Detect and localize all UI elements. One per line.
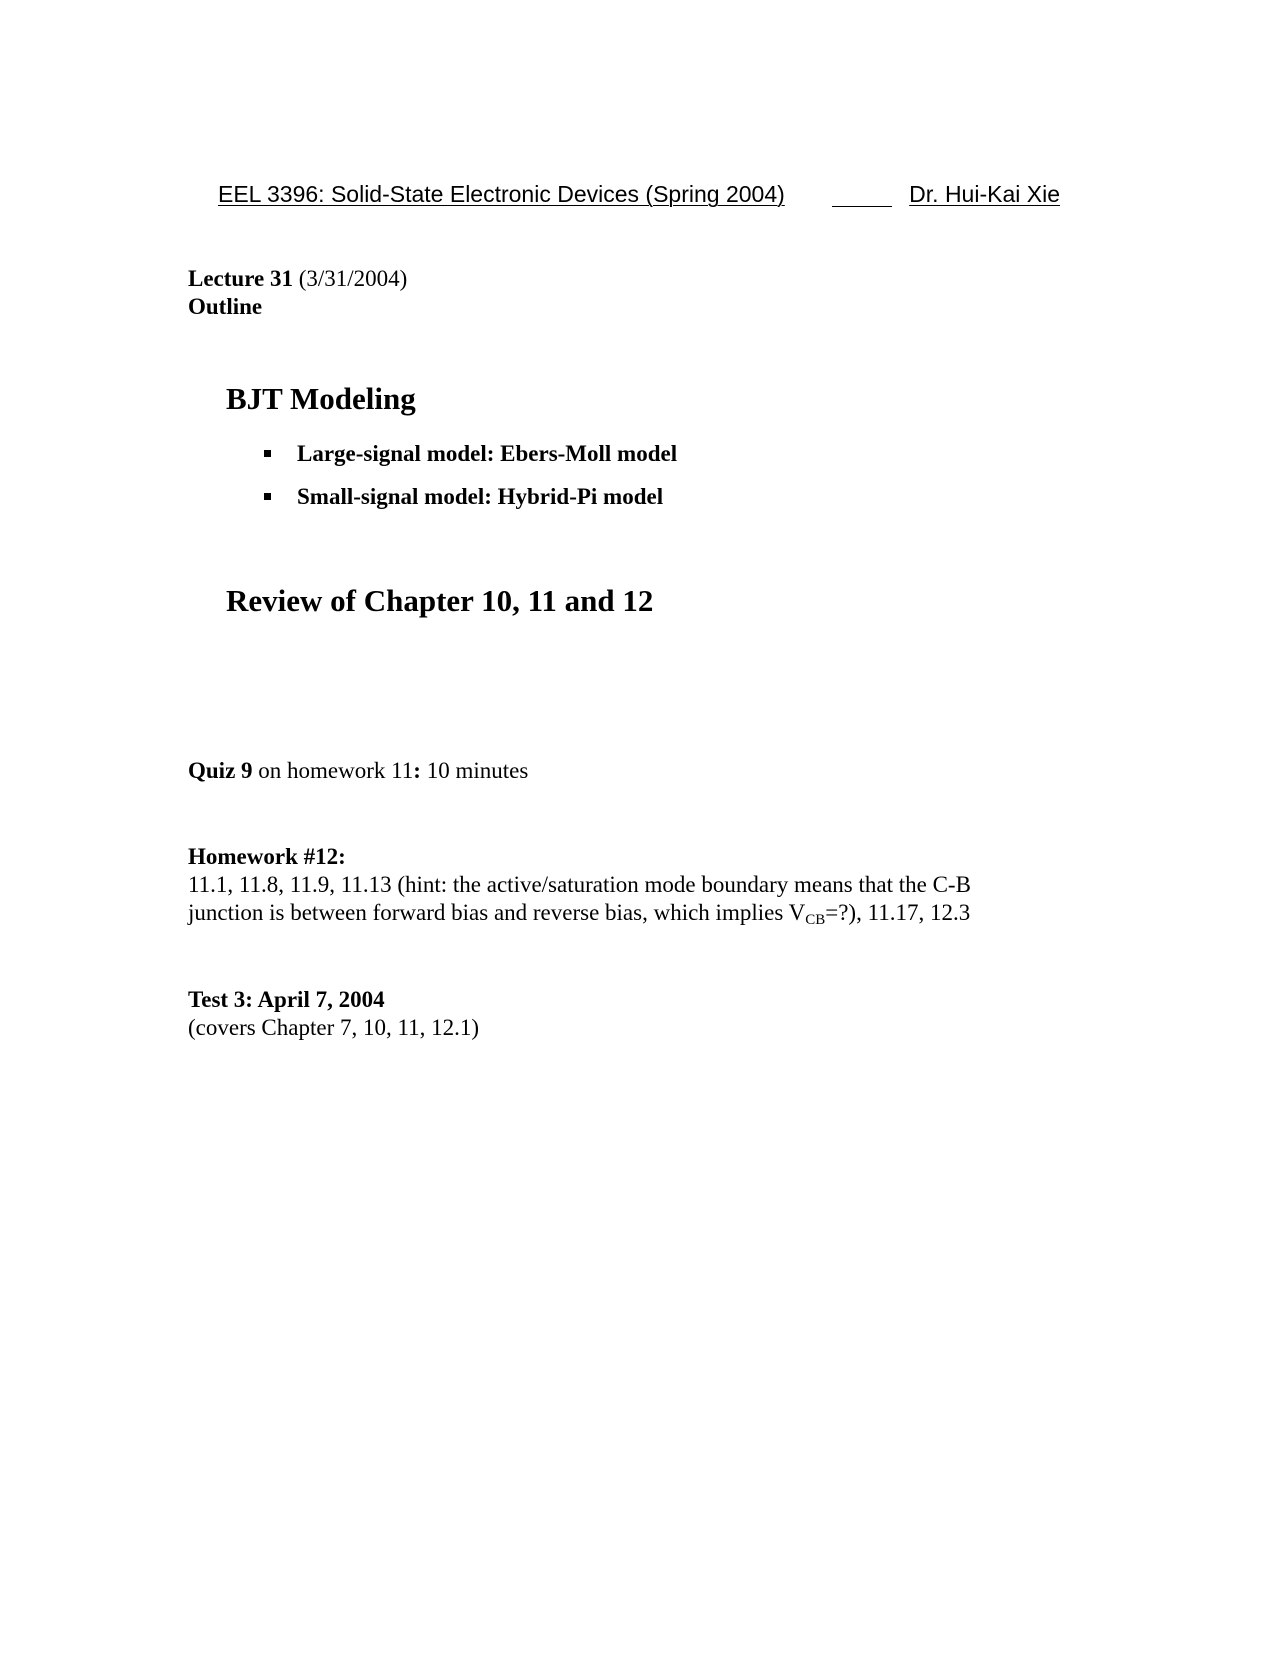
quiz-label: Quiz 9	[188, 758, 253, 783]
course-title: EEL 3396: Solid-State Electronic Devices (Spring 2004)	[218, 181, 785, 207]
homework-line-1: 11.1, 11.8, 11.9, 11.13 (hint: the active/saturation mode boundary means that the C-B	[188, 872, 971, 897]
vcb-subscript: CB	[805, 912, 826, 928]
bullet-item	[264, 440, 677, 468]
lecture-label: Lecture 31	[188, 266, 293, 291]
lecture-line	[188, 264, 407, 293]
test-covers: (covers Chapter 7, 10, 11, 12.1)	[188, 1015, 480, 1040]
homework-line-2-end: =?), 11.17, 12.3	[825, 900, 971, 925]
homework-heading: Homework #12:	[188, 844, 346, 869]
test-heading: Test 3: April 7, 2004	[188, 987, 385, 1012]
quiz-line	[188, 756, 528, 785]
quiz-text-b: 10 minutes	[420, 758, 529, 783]
square-bullet-icon	[264, 493, 271, 500]
header-underline-gap	[832, 179, 892, 207]
lecture-date: (3/31/2004)	[292, 266, 408, 291]
quiz-text-a: on homework 11	[252, 758, 414, 783]
instructor-name: Dr. Hui-Kai Xie	[909, 181, 1060, 207]
outline-heading: Outline	[188, 294, 263, 319]
review-title: Review of Chapter 10, 11 and 12	[226, 583, 654, 618]
bjt-modeling-title: BJT Modeling	[226, 381, 416, 416]
bullet-text: Small-signal model: Hybrid-Pi model	[297, 484, 664, 509]
homework-line-2-text: junction is between forward bias and reverse bias, which implies V	[188, 900, 806, 925]
quiz-colon: :	[413, 758, 421, 783]
bullet-text: Large-signal model: Ebers-Moll model	[297, 441, 678, 466]
square-bullet-icon	[264, 450, 271, 457]
homework-line-2	[188, 898, 970, 927]
bullet-item	[264, 483, 663, 511]
